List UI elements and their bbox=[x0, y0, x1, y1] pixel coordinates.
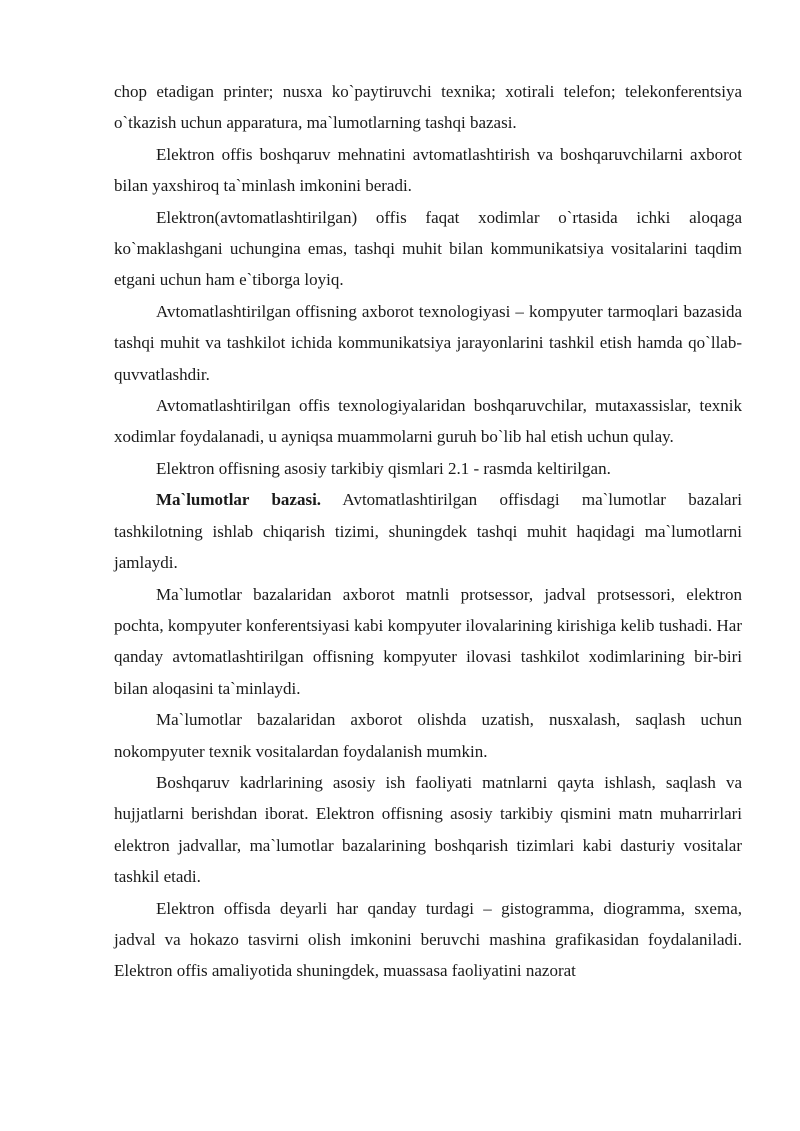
paragraph bbox=[114, 76, 742, 139]
paragraph-text: Ma`lumotlar bazalaridan axborot matnli protsessor, jadval protsessori, elektron pochta, kompyuter konferentsiyasi kabi kompyuter ilovalarining kirishiga kelib tushadi. Har qanday avtomatlashtirilgan offisning kompyuter ilovasi tashkilot xodimlarining bir-biri bilan aloqasini ta`minlaydi. bbox=[114, 584, 742, 698]
paragraph-text: Elektron offisda deyarli har qanday turdagi – gistogramma, diogramma, sxema, jadval va hokazo tasvirni olish imkonini beruvchi mashina grafikasidan foydalaniladi. Elektron offis amaliyotida shuningdek, muassasa faoliyatini nazorat bbox=[114, 898, 742, 981]
paragraph bbox=[114, 704, 742, 767]
paragraph bbox=[114, 893, 742, 987]
paragraph-text: Boshqaruv kadrlarining asosiy ish faoliyati matnlarni qayta ishlash, saqlash va hujjatlarni berishdan iborat. Elektron offisning asosiy tarkibiy qismini matn muharrirlari elektron jadvallar, ma`lumotlar bazalarining boshqarish tizimlari kabi dasturiy vositalar tashkil etadi. bbox=[114, 772, 742, 887]
paragraph-text: Avtomatlashtirilgan offisning axborot texnologiyasi – kompyuter tarmoqlari bazasida tashqi muhit va tashkilot ichida kommunikatsiya jarayonlarini tashkil etish hamda qo`llab-quvvatlashdir. bbox=[114, 301, 742, 384]
paragraph-text: Ma`lumotlar bazalaridan axborot olishda uzatish, nusxalash, saqlash uchun nokompyuter texnik vositalardan foydalanish mumkin. bbox=[114, 710, 742, 761]
paragraph bbox=[114, 484, 742, 578]
document-page bbox=[114, 76, 742, 987]
paragraph-text: Elektron(avtomatlashtirilgan) offis faqat xodimlar o`rtasida ichki aloqaga ko`maklashgani uchungina emas, tashqi muhit bilan kommunikatsiya vositalarini taqdim etgani uchun ham e`tiborga loyiq. bbox=[114, 207, 742, 290]
paragraph-text: Elektron offis boshqaruv mehnatini avtomatlashtirish va boshqaruvchilarni axborot bilan yaxshiroq ta`minlash imkonini beradi. bbox=[114, 144, 742, 196]
paragraph bbox=[114, 202, 742, 296]
paragraph-text: chop etadigan printer; nusxa ko`paytiruvchi texnika; xotirali telefon; telekonferentsiya o`tkazish uchun apparatura, ma`lumotlarning tashqi bazasi. bbox=[114, 82, 742, 133]
paragraph bbox=[114, 296, 742, 390]
paragraph bbox=[114, 767, 742, 893]
paragraph-heading: Ma`lumotlar bazasi. bbox=[156, 490, 322, 510]
paragraph-text: Avtomatlashtirilgan offis texnologiyalaridan boshqaruvchilar, mutaxassislar, texnik xodimlar foydalanadi, u ayniqsa muammolarni guruh bo`lib hal etish uchun qulay. bbox=[114, 396, 742, 447]
paragraph-text: Elektron offisning asosiy tarkibiy qismlari 2.1 - rasmda keltirilgan. bbox=[156, 458, 611, 478]
paragraph bbox=[114, 390, 742, 453]
paragraph bbox=[114, 453, 742, 484]
paragraph-text: Avtomatlashtirilgan offisdagi ma`lumotlar bazalari tashkilotning ishlab chiqarish tizimi, shuningdek tashqi muhit haqidagi ma`lumotlarni jamlaydi. bbox=[114, 490, 742, 573]
paragraph bbox=[114, 579, 742, 705]
paragraph bbox=[114, 139, 742, 202]
